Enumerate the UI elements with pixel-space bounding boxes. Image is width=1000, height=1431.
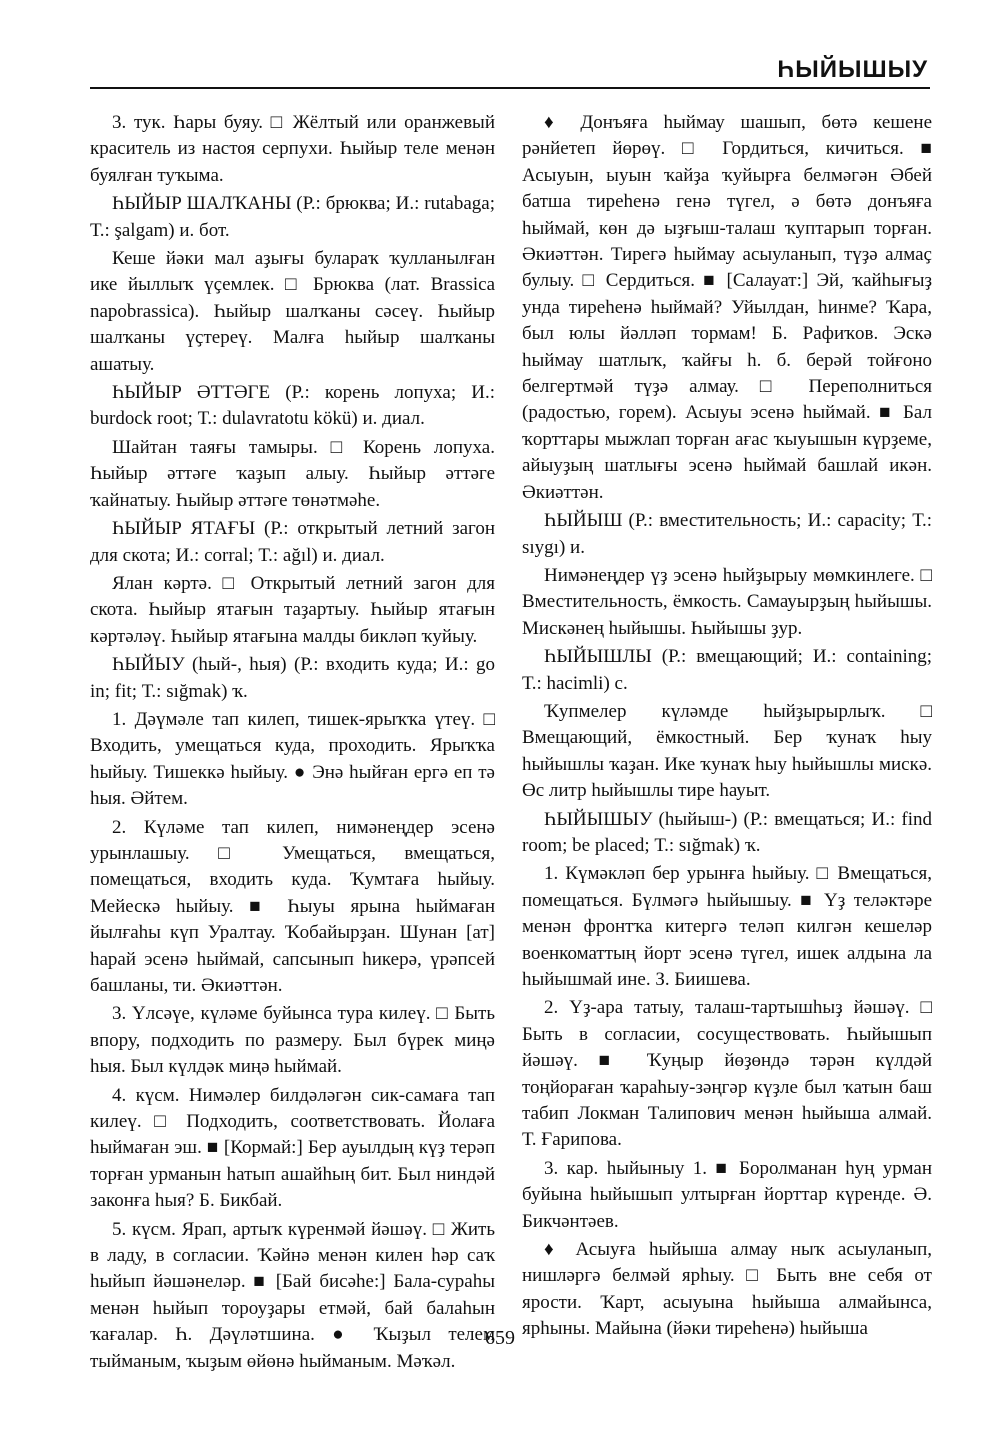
headword-line: ҺЫЙЫР ЯТАҒЫ (Р.: открытый летний загон для скота; И.: corral; Т.: ağıl) и. диал. <box>90 518 495 566</box>
headword-line: ҺЫЙЫУ (һый-, һыя) (Р.: входить куда; И.: go in; fit; Т.: sığmak) ҡ. <box>90 654 495 702</box>
entry-paragraph: Кеше йәки мал аҙығы булараҡ ҡулланылған ике йыллыҡ үҫемлек. □ Брюква (лат. Brassica napobrassica). Һыйыр шалҡаны сәсеү. Һыйыр шалҡаны үҫтереү. Малға һыйыр шалҡаны ашатыу. <box>90 248 495 375</box>
left-column <box>90 110 495 1375</box>
entry-paragraph: 1. Дәүмәле тап килеп, тишек-ярыҡҡа үтеү. □ Входить, умещаться куда, проходить. Ярыҡҡа һыйыу. Тишеккә һыйыу. ● Энә һыйған ергә еп тә һыя. Әйтем. <box>90 708 495 810</box>
entry-paragraph: Ҡупмелер күләмде һыйҙырырлыҡ. □ Вмещающий, ёмкостный. Бер ҡунаҡ һыу һыйышлы ҡаҙан. Ике ҡунаҡ һыу һыйышлы мискә. Өс литр һыйышлы тире һауыт. <box>522 700 932 802</box>
entry-paragraph: 3. Үлсәүе, күләме буйынса тура килеү. □ Быть впору, подходить по размеру. Был бүрек миңә һыя. Был күлдәк миңә һыймай. <box>90 1003 495 1078</box>
entry-paragraph: Ялан кәртә. □ Открытый летний загон для скота. Һыйыр ятағын таҙартыу. Һыйыр ятағын кәртәләү. Һыйыр ятағына малды бикләп ҡуйыу. <box>90 572 495 647</box>
headword-line: ҺЫЙЫШ (Р.: вместительность; И.: capacity; Т.: sıygı) и. <box>522 510 932 558</box>
running-head: ҺЫЙЫШЫУ <box>777 56 928 83</box>
entry-paragraph: 4. күсм. Нимәлер билдәләгән сик-самаға тап килеү. □ Подходить, соответствовать. Йолаға һыймаған эш. ■ [Кормай:] Бер ауылдың күҙ терәп торған урманын һатып ашайһың бит. Был ниндәй законға һыя? Б. Бикбай. <box>90 1084 495 1212</box>
entry-paragraph: ♦ Донъяға һыймау шашып, бөтә кешене рәнйетеп йөрөү. □ Гордиться, кичиться. ■ Асыуын, ыуын ҡайҙа ҡуйырға белмәгән Әбей батша тиреһенә генә түгел, ә бөтә донъяға һыймай, көн дә ыҙғыш-талаш ҡуптарып торған. Әкиәттән. Тирегә һыймау асыуланып, түҙә алмаҫ булыу. □ Сердиться. ■ [Салауат:] Эй, ҡайһығыҙ унда тиреһенә һыймай? Уйылдан, һинме? Ҡара, был юлы йәлләп тормам! Б. Рафиҡов. Эскә һыймау шатлыҡ, ҡайғы һ. б. берәй тойғоно белгертмәй түҙә алмау. □ Переполниться (радостью, горем). Асыуы эсенә һыймай. ■ Бал ҡорттары мыжлап торған ағас ҡыуышын күрҙеме, айыуҙың шатлығы эсенә һыймай башлай икән. Әкиәттән. <box>522 112 932 503</box>
right-column <box>522 110 932 1343</box>
entry-paragraph: ♦ Асыуға һыйыша алмау ныҡ асыуланып, нишләргә белмәй ярһыу. □ Быть вне себя от ярости. Ҡарт, асыуына һыйыша алмайынса, ярһыны. Майына (йәки тиреһенә) һыйыша <box>522 1239 932 1340</box>
entry-paragraph: Нимәнеңдер үҙ эсенә һыйҙырыу мөмкинлеге. □ Вместительность, ёмкость. Самауырҙың һыйышы. Мискәнең һыйышы. Һыйышы ҙур. <box>522 564 932 639</box>
headword-line: ҺЫЙЫР ӘТТӘГЕ (Р.: корень лопуха; И.: burdock root; Т.: dulavratotu kökü) и. диал. <box>90 382 495 430</box>
headword-line: ҺЫЙЫШЛЫ (Р.: вмещающий; И.: containing; Т.: hacimli) с. <box>522 646 932 694</box>
entry-paragraph: 3. тук. Һары буяу. □ Жёлтый или оранжевый краситель из настоя серпухи. Һыйыр теле менән буялған туҡыма. <box>90 112 495 186</box>
entry-paragraph: 3. кар. һыйыныу 1. ■ Боролманан һуң урман буйына һыйышып ултырған йорттар күренде. Ә. Бикчәнтәев. <box>522 1157 932 1232</box>
entry-paragraph: 1. Күмәкләп бер урынға һыйыу. □ Вмещаться, помещаться. Бүлмәгә һыйышыу. ■ Үҙ теләктәре менән фронтҡа китергә теләп килгән кешеләр военкоматтың йорт эсенә түгел, ишек алдына ла һыйышмай ине. З. Биишева. <box>522 863 932 990</box>
entry-paragraph: 2. Күләме тап килеп, нимәнеңдер эсенә урынлашыу. □ Умещаться, вмещаться, помещаться, входить куда. Ҡумтаға һыйыу. Мейескә һыйыу. ■ Һыуы ярына һыймаған йылғаһы күп Уралтау. Ҡобайырҙан. Шунан [ат] һарай эсенә һыймай, сапсынып һикерә, үрәпсей башланы, ти. Әкиәттән. <box>90 816 495 996</box>
entry-paragraph: 5. күсм. Ярап, артыҡ күренмәй йәшәү. □ Жить в ладу, в согласии. Ҡәйнә менән килен һәр саҡ һыйып йәшәнеләр. ■ [Бай бисәһе:] Бала-сураһы менән һыйып тороуҙары етмәй, бай балаһын ҡағалар. Һ. Дәүләтшина. ● Ҡыҙыл телем тыйманым, ҡыҙым өйөнә һыйманым. Мәҡәл. <box>90 1218 495 1372</box>
headword-line: ҺЫЙЫШЫУ (һыйыш-) (Р.: вмещаться; И.: find room; be placed; Т.: sığmak) ҡ. <box>522 808 932 856</box>
entry-paragraph: Шайтан таяғы тамыры. □ Корень лопуха. Һыйыр әттәге ҡаҙып алыу. Һыйыр әттәге ҡайнатыу. Һыйыр әттәге төнәтмәһе. <box>90 436 495 511</box>
headword-line: ҺЫЙЫР ШАЛҠАНЫ (Р.: брюква; И.: rutabaga; Т.: şalgam) и. бот. <box>90 193 495 241</box>
entry-paragraph: 2. Үҙ-ара татыу, талаш-тартышһыҙ йәшәү. □ Быть в согласии, сосуществовать. Һыйышып йәшәү. ■ Ҡуңыр йөҙөндә тәрән күлдәй тоңйораған ҡараһыу-зәңгәр күҙле был ҡатын баш табип Локман Талипович менән һыйыша алмай. Т. Ғарипова. <box>522 997 932 1151</box>
page-number: 659 <box>485 1327 515 1349</box>
header-rule <box>90 87 930 89</box>
